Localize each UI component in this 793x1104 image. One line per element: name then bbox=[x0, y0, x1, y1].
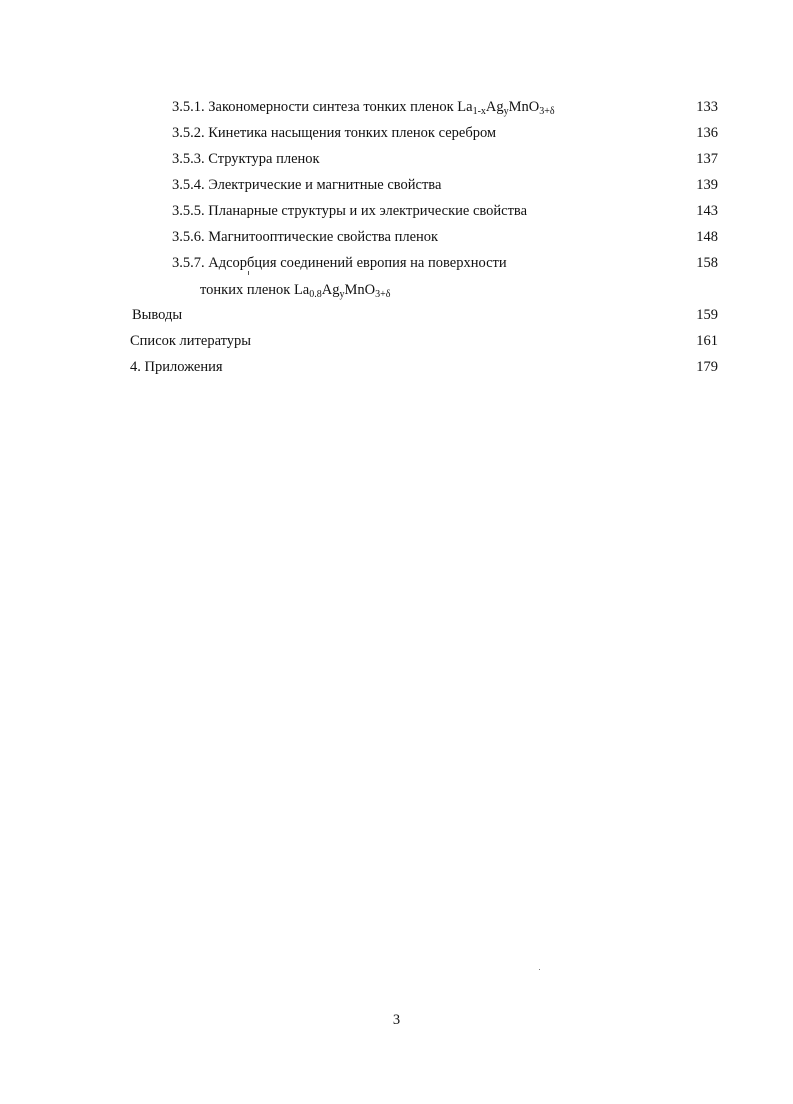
toc-page-number: 148 bbox=[696, 229, 718, 245]
formula-part: Ag bbox=[321, 282, 340, 298]
formula-part: La bbox=[457, 99, 473, 115]
toc-entry-title: 3.5.4. Электрические и магнитные свойства bbox=[172, 177, 442, 193]
toc-page-number: 136 bbox=[696, 125, 718, 141]
toc-page-number: 158 bbox=[696, 255, 718, 271]
page-number: 3 bbox=[392, 1012, 401, 1028]
scan-mark bbox=[248, 271, 249, 275]
toc-page-number: 159 bbox=[696, 307, 718, 323]
formula-part: La bbox=[293, 282, 310, 298]
toc-entry-3-5-1 bbox=[0, 96, 793, 118]
toc-entry-title: Список литературы bbox=[130, 333, 252, 349]
toc-entry-3-5-7 bbox=[0, 252, 793, 274]
formula-part: MnO bbox=[508, 99, 540, 115]
toc-entry-3-5-4 bbox=[0, 174, 793, 196]
formula-subscript: 0.8 bbox=[309, 289, 322, 300]
toc-entry-3-5-3 bbox=[0, 148, 793, 170]
toc-entry-title: Выводы bbox=[132, 307, 183, 323]
formula-subscript: 3+δ bbox=[539, 106, 555, 117]
toc-page-number: 161 bbox=[696, 333, 718, 349]
toc-entry-appendices bbox=[0, 356, 793, 378]
toc-entry-title: тонких пленок $La_{0.8}Ag_yMnO_{3+\delta}$ bbox=[200, 282, 391, 300]
table-of-contents bbox=[0, 0, 793, 400]
formula-subscript: 3+δ bbox=[375, 289, 391, 300]
toc-entry-3-5-6 bbox=[0, 226, 793, 248]
formula-part: Ag bbox=[485, 99, 504, 115]
toc-entry-conclusions bbox=[0, 304, 793, 326]
toc-entry-title: 3.5.7. Адсорбция соединений европия на поверхности bbox=[172, 255, 507, 271]
toc-entry-3-5-7-continued bbox=[0, 279, 793, 301]
formula-subscript: y bbox=[339, 289, 345, 300]
formula-subscript: y bbox=[503, 106, 509, 117]
toc-page-number: 133 bbox=[696, 99, 718, 115]
toc-entry-title: 3.5.3. Структура пленок bbox=[172, 151, 320, 167]
toc-page-number: 139 bbox=[696, 177, 718, 193]
toc-entry-references bbox=[0, 330, 793, 352]
toc-entry-title: 3.5.2. Кинетика насыщения тонких пленок серебром bbox=[172, 125, 497, 141]
toc-page-number: 179 bbox=[696, 359, 718, 375]
formula bbox=[294, 282, 391, 298]
toc-page-number: 137 bbox=[696, 151, 718, 167]
scan-speck bbox=[539, 969, 540, 970]
toc-entry-title: 3.5.6. Магнитооптические свойства пленок bbox=[172, 229, 439, 245]
toc-entry-3-5-5 bbox=[0, 200, 793, 222]
formula-subscript: 1-x bbox=[472, 106, 486, 117]
formula bbox=[457, 99, 554, 115]
toc-page-number: 143 bbox=[696, 203, 718, 219]
formula-part: MnO bbox=[344, 282, 376, 298]
toc-entry-title: 4. Приложения bbox=[130, 359, 223, 375]
toc-entry-title: 3.5.5. Планарные структуры и их электрические свойства bbox=[172, 203, 528, 219]
toc-entry-3-5-2 bbox=[0, 122, 793, 144]
toc-entry-title: 3.5.1. Закономерности синтеза тонких пленок $La_{1-x}Ag_yMnO_{3+\delta}$ bbox=[172, 99, 555, 117]
